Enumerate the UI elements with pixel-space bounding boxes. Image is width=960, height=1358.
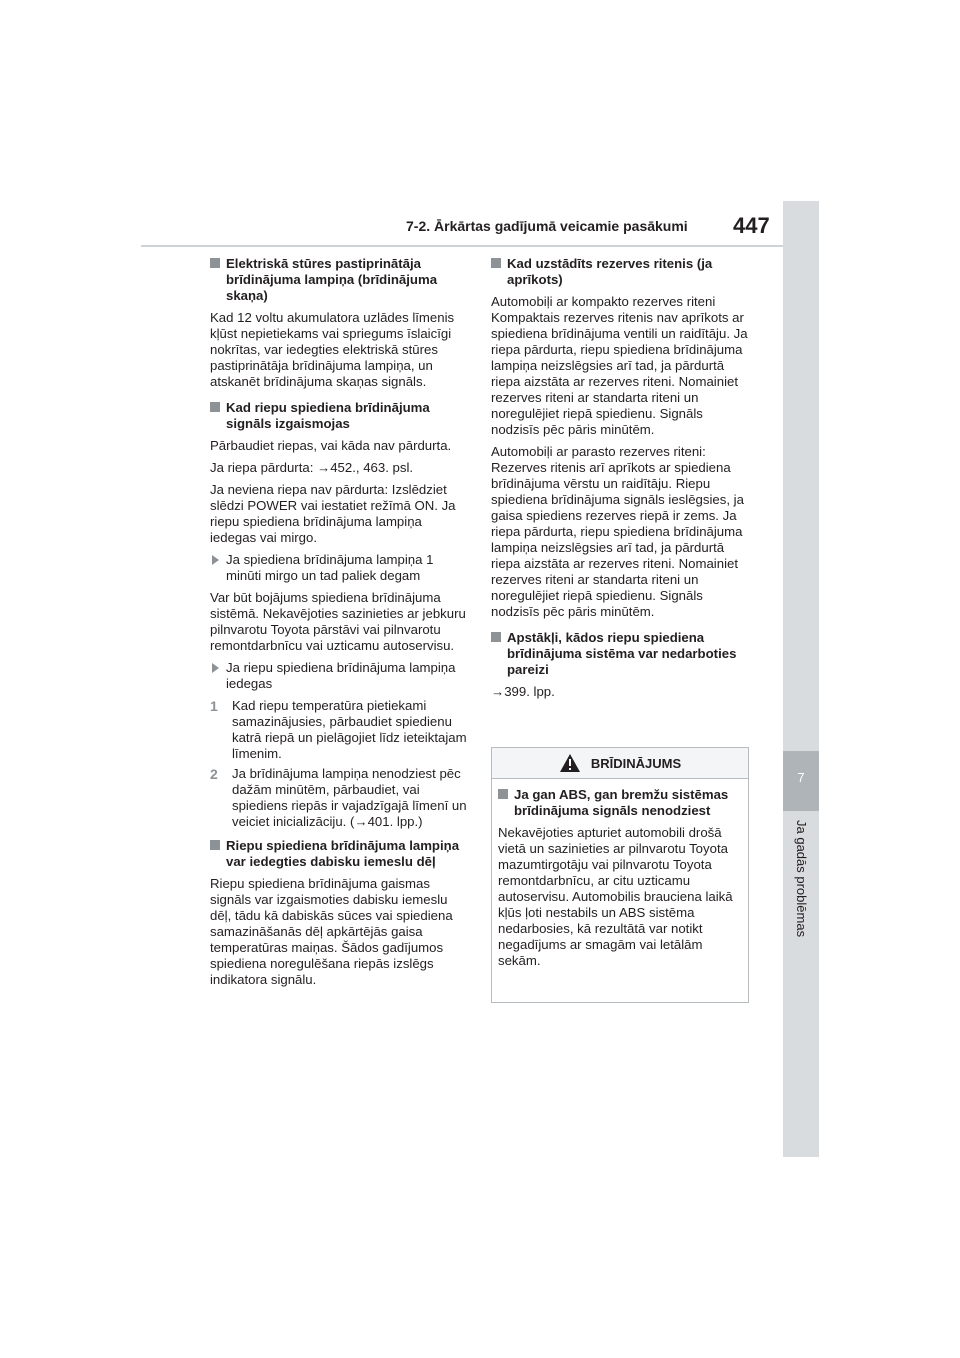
step-number: 2	[210, 766, 218, 782]
section-heading: Kad riepu spiediena brīdinājuma signāls izgaismojas	[210, 400, 468, 432]
section-heading: Kad uzstādīts rezerves ritenis (ja aprīkots)	[491, 256, 751, 288]
paragraph: Riepu spiediena brīdinājuma gaismas signāls var izgaismoties dabisku iemeslu dēļ, tādu kā dabiskās sūces vai spiediena samazināšanās dēļ apkārtējās gaisa temperatūras maiņas. Šādos gadījumos spiediena noregulēšana riepās izslēgs indikatora signālu.	[210, 876, 453, 987]
section-title: 7-2. Ārkārtas gadījumā veicamie pasākumi	[406, 218, 688, 234]
section-heading: Riepu spiediena brīdinājuma lampiņa var iedegties dabisku iemeslu dēļ	[210, 838, 468, 870]
warning-triangle-icon	[559, 753, 581, 773]
sub-bullet: Ja riepu spiediena brīdinājuma lampiņa iedegas	[210, 660, 468, 692]
left-column	[210, 256, 468, 994]
warning-text: Nekavējoties apturiet automobili drošā vietā un sazinieties ar pilnvarotu Toyota mazumtirgotāju vai pilnvarotu Toyota remontdarbnīcu, ar citu uzticamu autoservisu. Automobilis brauciena laikā kļūs ļoti nestabils un ABS sistēma nedarbosies, kā rezultātā var notikt negadījums ar smagām vai letālām sekām.	[498, 825, 733, 968]
paragraph: Automobiļi ar kompakto rezerves riteni Kompaktais rezerves ritenis nav aprīkots ar spiediena brīdinājuma ventili un raidītāju. Ja riepa pārdurta, riepu spiediena brīdinājuma lampiņa neizslēgsies arī tad, ja pārdurtā riepa aizstāta ar rezerves riteni. Nomainiet rezerves riteni ar standarta riteni un noregulējiet riepā spiedienu. Signāls nodzisīs pēc pāris minūtēm.	[491, 294, 748, 437]
chapter-side-tab	[783, 201, 819, 1157]
page-number: 447	[733, 213, 770, 238]
triangle-bullet-icon	[212, 555, 219, 565]
square-bullet-icon	[491, 632, 501, 642]
warning-header	[492, 748, 748, 779]
square-bullet-icon	[210, 258, 220, 268]
right-column	[491, 256, 751, 706]
warning-title: BRĪDINĀJUMS	[590, 755, 682, 771]
warning-heading: Ja gan ABS, gan bremžu sistēmas brīdinājuma signāls nenodziest	[498, 787, 742, 819]
square-bullet-icon	[210, 840, 220, 850]
square-bullet-icon	[210, 402, 220, 412]
paragraph: Ja riepa pārdurta: →452., 463. psl.	[210, 460, 414, 475]
paragraph: Var būt bojājums spiediena brīdinājuma sistēmā. Nekavējoties sazinieties ar jebkuru pilnvarotu Toyota pārstāvi vai pilnvarotu remontdarbnīcu vai uzticamu autoservisu.	[210, 590, 466, 653]
paragraph: Ja neviena riepa nav pārdurta: Izslēdziet slēdzi POWER vai iestatiet režīmā ON. Ja riepu spiediena brīdinājuma lampiņa iedegas vai mirgo.	[210, 482, 456, 545]
header-divider	[141, 245, 783, 247]
section-heading: Apstākļi, kādos riepu spiediena brīdinājuma sistēma var nedarboties pareizi	[491, 630, 751, 678]
chapter-label: Ja gadās problēmas	[794, 820, 809, 938]
warning-box	[491, 747, 749, 1003]
square-bullet-icon	[491, 258, 501, 268]
paragraph: Automobiļi ar parasto rezerves riteni: Rezerves ritenis arī aprīkots ar spiediena brīdinājuma vērstu un raidītāju. Riepu spiediena brīdinājuma signāls ieslēgsies, ja gaisa spiediens rezerves riepā ir zems. Ja riepa pārdurta, riepu spiediena brīdinājuma lampiņa neizslēgsies arī tad, ja pārdurtā riepa aizstāta ar rezerves riteni. Nomainiet rezerves riteni ar standarta riteni un noregulējiet riepā spiedienu. Signāls nodzisīs pēc pāris minūtēm.	[491, 444, 744, 619]
triangle-bullet-icon	[212, 663, 219, 673]
section-heading: Elektriskā stūres pastiprinātāja brīdinājuma lampiņa (brīdinājuma skaņa)	[210, 256, 468, 304]
paragraph: →399. lpp.	[491, 684, 555, 699]
sub-bullet: Ja spiediena brīdinājuma lampiņa 1 minūti mirgo un tad paliek degam	[210, 552, 468, 584]
step-item: 2 Ja brīdinājuma lampiņa nenodziest pēc dažām minūtēm, pārbaudiet, vai spiediens riepās ir vajadzīgajā līmenī un veiciet inicializāciju. (→401. lpp.)	[210, 766, 467, 829]
paragraph: Kad 12 voltu akumulatora uzlādes līmenis kļūst nepietiekams vai spriegums īslaicīgi nokrītas, var iedegties elektriskā stūres pastiprinātāja brīdinājuma lampiņa, un atskanēt brīdinājuma skaņas signāls.	[210, 310, 455, 389]
step-item: 1 Kad riepu temperatūra pietiekami samazinājusies, pārbaudiet spiedienu katrā riepā un pielāgojiet līdz ieteiktajam līmenim.	[210, 698, 467, 761]
chapter-number: 7	[797, 770, 805, 785]
step-number: 1	[210, 698, 218, 714]
paragraph: Pārbaudiet riepas, vai kāda nav pārdurta.	[210, 438, 452, 453]
square-bullet-icon	[498, 789, 508, 799]
warning-body	[492, 779, 748, 969]
